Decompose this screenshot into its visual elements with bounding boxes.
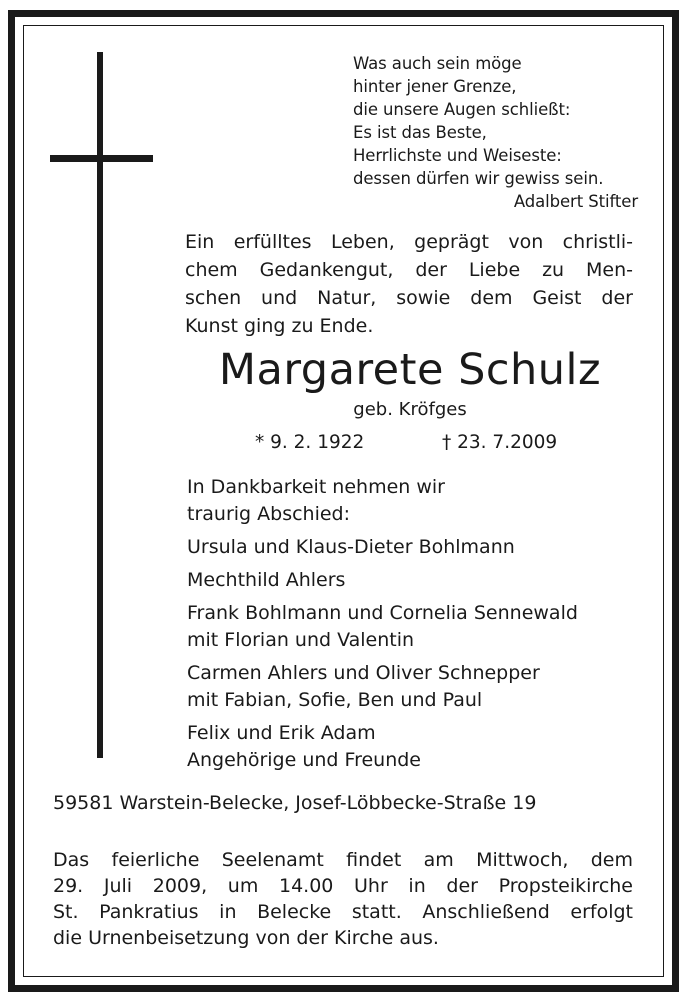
service-line: die Urnenbeisetzung von der Kirche aus. <box>53 927 439 949</box>
mourner-line: traurig Abschied: <box>187 503 351 525</box>
mourner-group <box>187 534 637 561</box>
mourner-group <box>187 600 637 654</box>
mourner-line: mit Fabian, Sofie, Ben und Paul <box>187 689 483 711</box>
cross-icon-horizontal-bar <box>50 155 153 162</box>
poem-line: Es ist das Beste, <box>353 123 487 142</box>
intro-line: schen und Natur, sowie dem Geist der <box>185 287 633 309</box>
mourner-group <box>187 474 637 528</box>
service-line: Das feierliche Seelenamt findet am Mittwoch, dem <box>53 849 633 871</box>
birth-date: * 9. 2. 1922 <box>255 432 365 453</box>
mourner-group <box>187 660 637 714</box>
poem-line: Was auch sein möge <box>353 54 522 73</box>
poem-author: Adalbert Stifter <box>513 192 638 211</box>
poem-line: hinter jener Grenze, <box>353 77 517 96</box>
intro-line: Kunst ging zu Ende. <box>185 315 374 337</box>
poem-line: die unsere Augen schließt: <box>353 100 571 119</box>
mourner-group <box>187 720 637 774</box>
mourners-list <box>187 474 637 780</box>
intro-line: Ein erfülltes Leben, geprägt von christli- <box>185 231 633 253</box>
service-line: St. Pankratius in Belecke statt. Anschließend erfolgt <box>53 901 633 923</box>
intro-text <box>185 228 633 340</box>
service-line: 29. Juli 2009, um 14.00 Uhr in der Propsteikirche <box>53 875 633 897</box>
intro-line: chem Gedankengut, der Liebe zu Men- <box>185 259 633 281</box>
mourner-line: In Dankbarkeit nehmen wir <box>187 476 445 498</box>
mourner-line: Frank Bohlmann und Cornelia Sennewald <box>187 602 578 624</box>
death-date: † 23. 7.2009 <box>442 432 558 453</box>
mourner-line: Carmen Ahlers und Oliver Schnepper <box>187 662 540 684</box>
mourner-line: Angehörige und Freunde <box>187 749 421 771</box>
poem-line: Herrlichste und Weiseste: <box>353 146 562 165</box>
birth-name: geb. Kröfges <box>353 399 467 420</box>
mourner-line: Ursula und Klaus-Dieter Bohlmann <box>187 536 515 558</box>
mourner-line: Mechthild Ahlers <box>187 569 346 591</box>
poem-quote <box>353 52 638 213</box>
poem-line: dessen dürfen wir gewiss sein. <box>353 169 604 188</box>
family-address: 59581 Warstein-Belecke, Josef-Löbbecke-Straße 19 <box>53 792 537 814</box>
mourner-group <box>187 567 637 594</box>
mourner-line: mit Florian und Valentin <box>187 629 415 651</box>
mourner-line: Felix und Erik Adam <box>187 722 376 744</box>
deceased-name: Margarete Schulz <box>218 345 602 395</box>
service-announcement <box>53 847 633 951</box>
